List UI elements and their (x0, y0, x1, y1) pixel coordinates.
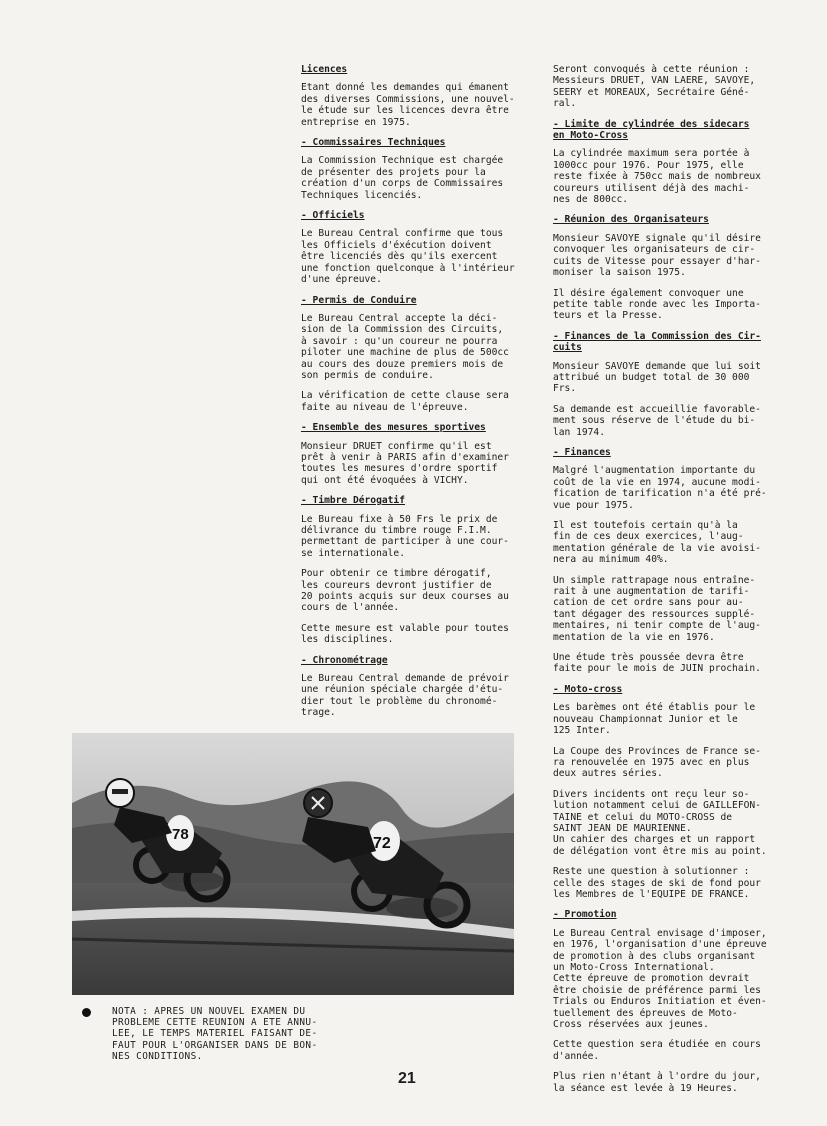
section (301, 655, 523, 719)
section-heading (301, 64, 523, 75)
paragraph: Le Bureau Central accepte la déci- sion de la Commission des Circuits, à savoir : qu'un coureur ne pourra piloter une machine de plus de 500cc au cours des douze premiers mois de son permis de conduire. (301, 312, 509, 381)
paragraph: La Coupe des Provinces de France se- ra renouvelée en 1975 avec en plus deux autres séries. (553, 745, 761, 780)
section-heading (301, 210, 523, 221)
paragraph: Seront convoqués à cette réunion : Messieurs DRUET, VAN LAERE, SAVOYE, SEERY et MOREAUX, Secrétaire Géné- ral. (553, 64, 756, 110)
nota-note (82, 1006, 342, 1062)
section-heading (301, 422, 523, 433)
section-heading-text: - Permis de Conduire (301, 294, 417, 306)
paragraph: Divers incidents ont reçu leur so- lution notamment celui de GAILLEFON- TAINE et celui du MOTO-CROSS de SAINT JEAN DE MAURIENNE. Un cahier des charges et un rapport de délégation vont être mis au point. (553, 788, 767, 857)
section (301, 495, 523, 645)
page-number: 21 (398, 1070, 416, 1087)
paragraph: Le Bureau Central envisage d'imposer, en 1976, l'organisation d'une épreuve de promotion à des clubs organisant un Moto-Cross International. Cette épreuve de promotion devrait être choisie de préférence parmi les Trials ou Enduros Initiation et éven- tuellement des épreuves de Moto- Cross réservées aux jeunes. (553, 927, 767, 1031)
section-heading-text: - Timbre Dérogatif (301, 495, 405, 507)
paragraph: La cylindrée maximum sera portée à 1000cc pour 1976. Pour 1975, elle reste fixée à 750cc mais de nombreux coureurs utilisent déjà des machi- nes de 800cc. (553, 148, 761, 206)
section (553, 64, 773, 110)
section (301, 137, 523, 201)
section-heading (553, 119, 773, 142)
paragraph: Un simple rattrapage nous entraîne- rait à une augmentation de tarifi- cation de cet ordre sans pour au- tant dégager des ressources supplé- mentaires, ni tenir compte de l'aug- mentation de la vie en 1976. (553, 574, 761, 643)
paragraph: Malgré l'augmentation importante du coût de la vie en 1974, aucune modi- fication de tarification n'a été pré- vue pour 1975. (553, 465, 767, 511)
paragraph: Reste une question à solutionner : celle des stages de ski de fond pour les Membres de l'EQUIPE DE FRANCE. (553, 866, 761, 900)
section (553, 684, 773, 901)
section-heading (553, 909, 773, 920)
paragraph: Monsieur SAVOYE signale qu'il désire convoquer les organisateurs de cir- cuits de Vitesse pour essayer d'har- moniser la saison 1975. (553, 232, 761, 279)
section-heading (553, 331, 773, 354)
section (553, 909, 773, 1094)
section-heading (301, 655, 523, 666)
section (553, 447, 773, 675)
paragraph: Sa demande est accueillie favorable- ment sous réserve de l'étude du bi- lan 1974. (553, 403, 761, 438)
paragraph: Les barèmes ont été établis pour le nouveau Championnat Junior et le 125 Inter. (553, 702, 756, 737)
section-heading-text: - Moto-cross (553, 683, 623, 695)
section-heading (553, 447, 773, 458)
section-heading (553, 684, 773, 695)
paragraph: Une étude très poussée devra être faite pour le mois de JUIN prochain. (553, 652, 761, 675)
paragraph: Etant donné les demandes qui émanent des diverses Commissions, une nouvel- le étude sur les licences devra être entreprise en 1975. (301, 82, 515, 128)
bullet-icon (82, 1008, 91, 1017)
section-heading (301, 295, 523, 306)
section-heading-text: - Commissaires Techniques (301, 137, 446, 149)
right-column (553, 64, 773, 1103)
paragraph: Pour obtenir ce timbre dérogatif, les coureurs devront justifier de 20 points acquis sur deux courses au cours de l'année. (301, 568, 509, 614)
paragraph: Monsieur SAVOYE demande que lui soit attribué un budget total de 30 000 Frs. (553, 360, 761, 395)
section (553, 214, 773, 321)
section (301, 295, 523, 414)
section-heading-text: - Officiels (301, 210, 365, 222)
paragraph: Il est toutefois certain qu'à la fin de ces deux exercices, l'aug- mentation générale de la vie avoisi- nera au minimum 40%. (553, 520, 761, 566)
section (301, 210, 523, 285)
paragraph: La Commission Technique est chargée de présenter des projets pour la création d'un corps de Commissaires Techniques licenciés. (301, 155, 504, 201)
paragraph: La vérification de cette clause sera faite au niveau de l'épreuve. (301, 390, 509, 413)
section (553, 119, 773, 206)
paragraph: Il désire également convoquer une petite table ronde avec les Importa- teurs et la Presse. (553, 287, 761, 322)
rider-number-78: 78 (172, 826, 189, 843)
section (301, 422, 523, 486)
section-heading (301, 495, 523, 506)
section-heading-text: Licences (301, 64, 348, 75)
paragraph: Le Bureau fixe à 50 Frs le prix de délivrance du timbre rouge F.I.M. permettant de participer à une cour- se internationale. (301, 513, 509, 559)
motorcycle-race-photo (72, 733, 514, 995)
nota-text: NOTA : APRES UN NOUVEL EXAMEN DU PROBLEME CETTE REUNION A ETE ANNU- LEE, LE TEMPS MATERIEL FAISANT DE- FAUT POUR L'ORGANISER DANS DE BON- NES CONDITIONS. (112, 1006, 318, 1062)
paragraph: Le Bureau Central confirme que tous les Officiels d'éxécution doivent être licenciés dès qu'ils exercent une fonction quelconque à l'intérieur d'une épreuve. (301, 228, 515, 286)
section-heading-text: - Finances (553, 446, 611, 458)
section-heading-text: - Réunion des Organisateurs (553, 214, 709, 226)
rider-number-72: 72 (373, 835, 391, 852)
section-heading-text: - Finances de la Commission des Cir- cuits (553, 330, 761, 354)
paragraph: Cette mesure est valable pour toutes les disciplines. (301, 622, 509, 646)
section (553, 331, 773, 438)
section-heading (301, 137, 523, 148)
left-column (301, 64, 523, 728)
section-heading-text: - Limite de cylindrée des sidecars en Moto-Cross (553, 118, 750, 142)
paragraph: Monsieur DRUET confirme qu'il est prêt à venir à PARIS afin d'examiner toutes les mesures d'ordre sportif qui ont été évoquées à VICHY. (301, 440, 509, 486)
section-heading (553, 214, 773, 225)
section-heading-text: - Ensemble des mesures sportives (301, 422, 486, 434)
paragraph: Le Bureau Central demande de prévoir une réunion spéciale chargée d'étu- dier tout le problème du chronomé- trage. (301, 673, 509, 719)
paragraph: Cette question sera étudiée en cours d'année. (553, 1039, 761, 1062)
paragraph: Plus rien n'étant à l'ordre du jour, la séance est levée à 19 Heures. (553, 1071, 761, 1094)
section-heading-text: - Chronométrage (301, 654, 388, 666)
section-heading-text: - Promotion (553, 909, 617, 921)
section (301, 64, 523, 128)
